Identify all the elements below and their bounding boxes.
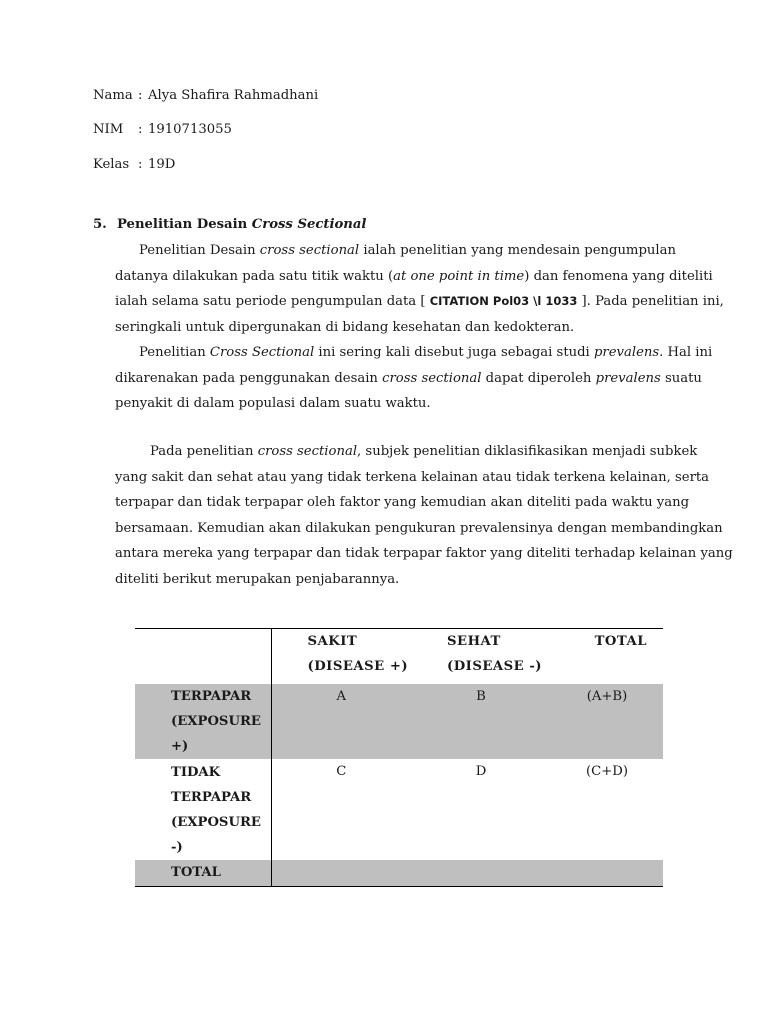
text-run: dikarenakan pada penggunakan desain <box>115 370 383 386</box>
italic-term: cross sectional <box>259 243 360 258</box>
table-row-tidak-terpapar <box>135 759 663 860</box>
paragraph-1-line-2 <box>115 264 713 290</box>
paragraph-3 <box>115 439 733 592</box>
row-label-line: TERPAPAR <box>171 689 252 704</box>
italic-term: at one point in time <box>393 268 525 284</box>
class-separator: : <box>138 157 143 172</box>
name-separator: : <box>138 88 143 103</box>
text-run: datanya dilakukan pada satu titik waktu ( <box>115 268 394 284</box>
section-number: 5. <box>93 217 107 232</box>
col-header-sehat-sub: (DISEASE -) <box>447 659 543 674</box>
text-run: ) dan fenomena yang diteliti <box>524 268 713 284</box>
italic-term: prevalens <box>595 370 661 386</box>
text-run: . Hal ini <box>659 345 713 360</box>
paragraph-1 <box>115 238 724 340</box>
table-row-total <box>135 860 663 887</box>
class-line <box>93 155 175 175</box>
paragraph-2-line-2 <box>115 366 702 392</box>
class-value: 19D <box>148 157 176 172</box>
row-label-line: -) <box>171 840 183 855</box>
row-label-line: (EXPOSURE <box>171 714 261 729</box>
col-header-sakit <box>271 629 411 685</box>
paragraph-1-line-4: seringkali untuk dipergunakan di bidang kesehatan dan kedokteran. <box>115 319 575 335</box>
name-value: Alya Shafira Rahmadhani <box>148 88 319 103</box>
text-run: Pada penelitian <box>150 444 258 459</box>
text-run: ]. Pada penelitian ini, <box>577 294 724 309</box>
col-header-sakit-sub: (DISEASE +) <box>307 659 409 674</box>
name-line <box>93 86 318 106</box>
table-row-terpapar <box>135 684 663 759</box>
table-header-row <box>135 629 663 685</box>
col-header-sehat-title: SEHAT <box>447 634 501 649</box>
paragraph-2-line-1 <box>115 340 713 366</box>
paragraph-1-line-3 <box>115 289 724 315</box>
text-run: , subjek penelitian diklasifikasikan menjadi subkek <box>357 444 698 459</box>
nim-label: NIM <box>93 122 124 137</box>
paragraph-3-line-4: bersamaan. Kemudian akan dilakukan pengukuran prevalensinya dengan membandingkan <box>115 520 723 536</box>
paragraph-2-line-3: penyakit di dalam populasi dalam suatu waktu. <box>115 396 431 411</box>
text-run: Penelitian Desain <box>139 243 260 258</box>
paragraph-3-line-5: antara mereka yang terpapar dan tidak terpapar faktor yang diteliti terhadap kelainan yang <box>115 546 733 561</box>
cell-a: A <box>271 684 411 759</box>
section-title: Penelitian Desain <box>117 217 252 232</box>
nim-separator: : <box>138 122 143 137</box>
row-label-line: (EXPOSURE <box>171 815 261 830</box>
text-run: ialah selama satu periode pengumpulan data [ <box>115 294 430 309</box>
cell-a-plus-b: (A+B) <box>551 684 663 759</box>
name-label: Nama <box>93 88 133 103</box>
col-header-total <box>551 629 663 685</box>
row-label-line: TERPAPAR <box>171 790 252 805</box>
text-run: ini sering kali disebut juga sebagai studi <box>314 345 594 360</box>
italic-term: Cross Sectional <box>209 345 315 360</box>
italic-term: cross sectional <box>382 370 482 386</box>
cell-d: D <box>475 764 487 779</box>
col-header-sehat <box>411 629 551 685</box>
text-run: ialah penelitian yang mendesain pengumpulan <box>359 243 676 258</box>
col-header-total-title: TOTAL <box>594 634 647 649</box>
paragraph-3-line-3: terpapar dan tidak terpapar oleh faktor yang kemudian akan diteliti pada waktu yang <box>115 495 690 510</box>
citation-field: CITATION Pol03 \l 1033 <box>429 294 578 308</box>
row-label-tidak-terpapar <box>135 759 271 860</box>
table-corner-cell <box>135 629 271 685</box>
cell-c-plus-d: (C+D) <box>585 764 628 779</box>
italic-term: prevalens <box>593 345 660 360</box>
text-run: suatu <box>660 370 702 386</box>
cell-total-total <box>551 860 663 887</box>
contingency-table <box>135 628 663 887</box>
text-run: dapat diperoleh <box>481 370 596 386</box>
cell-b: B <box>411 684 551 759</box>
cell-total-sakit <box>271 860 411 887</box>
cell-total-sehat <box>411 860 551 887</box>
row-label-total: TOTAL <box>135 860 271 887</box>
row-label-line: TIDAK <box>171 765 221 780</box>
class-label: Kelas <box>93 157 130 172</box>
italic-term: cross sectional <box>257 444 358 459</box>
nim-line <box>93 120 232 140</box>
section-heading <box>93 215 366 235</box>
row-label-line: +) <box>171 739 189 754</box>
paragraph-2 <box>115 340 713 417</box>
paragraph-3-line-6: diteliti berikut merupakan penjabarannya. <box>115 571 400 587</box>
paragraph-1-line-1 <box>115 238 674 264</box>
col-header-sakit-title: SAKIT <box>307 634 358 649</box>
row-label-terpapar <box>135 684 271 759</box>
section-title-italic: Cross Sectional <box>251 217 367 232</box>
nim-value: 1910713055 <box>148 122 232 137</box>
paragraph-3-line-2: yang sakit dan sehat atau yang tidak terkena kelainan atau tidak terkena kelainan, serta <box>115 469 710 485</box>
paragraph-3-line-1 <box>115 439 698 465</box>
cell-c: C <box>336 764 347 779</box>
text-run: Penelitian <box>139 345 210 360</box>
